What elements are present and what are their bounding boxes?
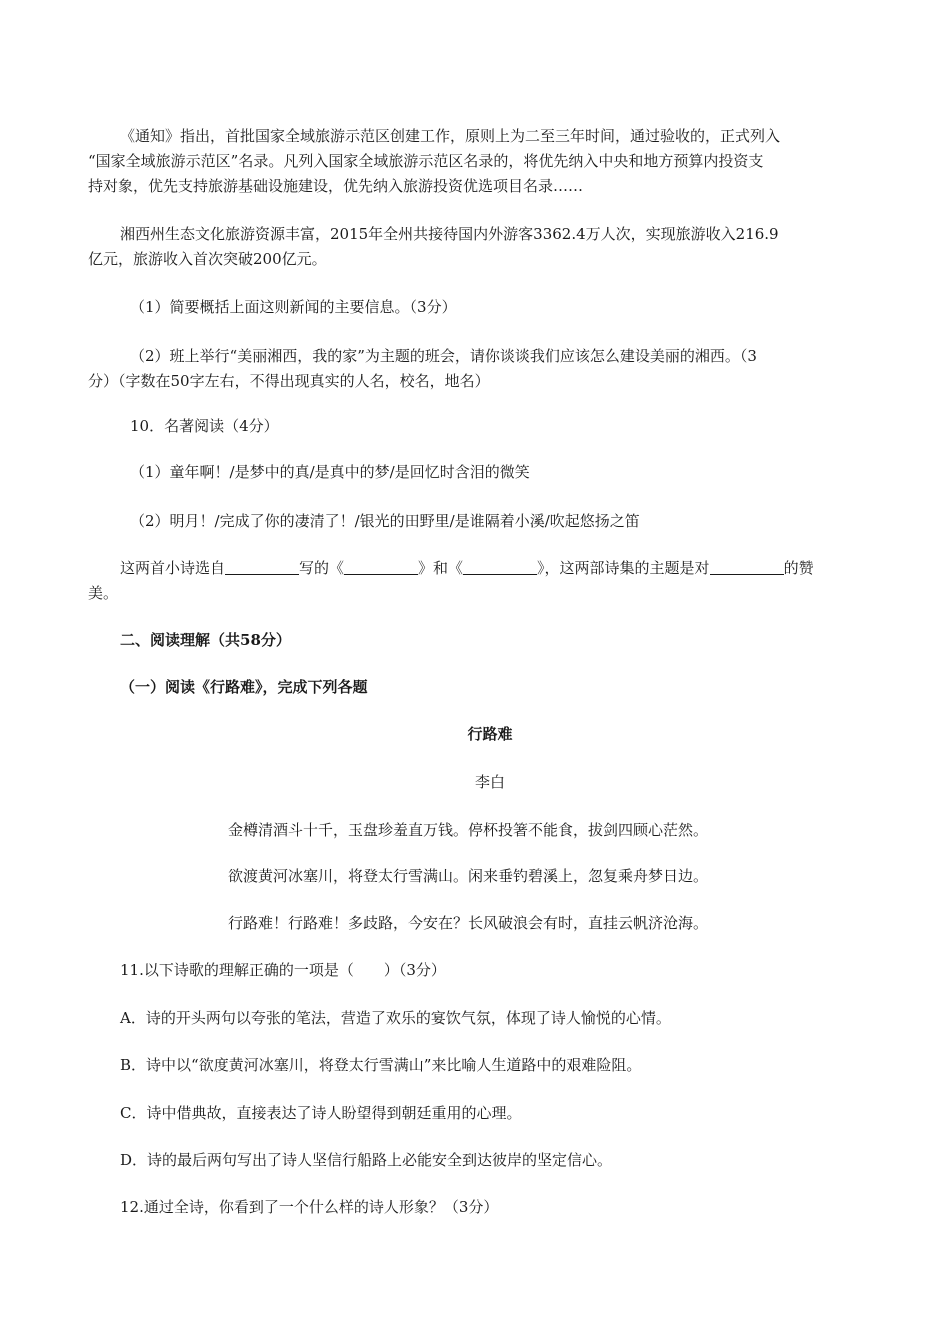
fill-text-e: 的赞 — [783, 559, 814, 577]
notice-line-3: 持对象，优先支持旅游基础设施建设，优先纳入旅游投资优选项目名录…… — [88, 177, 584, 195]
q10-poem-2: （2）明月！/完成了你的凄清了！/银光的田野里/是谁隔着小溪/吹起悠扬之笛 — [130, 512, 640, 530]
q11-option-d[interactable]: D．诗的最后两句写出了诗人坚信行船路上必能安全到达彼岸的坚定信心。 — [120, 1151, 613, 1169]
notice-line-1: 《通知》指出，首批国家全域旅游示范区创建工作，原则上为二至三年时间，通过验收的，正式列入 — [120, 127, 781, 145]
fill-text-c: 》和《 — [418, 559, 464, 577]
q10-fill-line — [120, 556, 868, 580]
q11-option-a[interactable]: A．诗的开头两句以夸张的笔法，营造了欢乐的宴饮气氛，体现了诗人愉悦的心情。 — [120, 1009, 671, 1027]
answer-blank-2[interactable] — [344, 558, 418, 575]
fill-text-b: 写的《 — [299, 559, 345, 577]
q9-sub2-line-2: 分）（字数在50字左右，不得出现真实的人名，校名，地名） — [88, 372, 490, 390]
fill-text-a: 这两首小诗选自 — [120, 559, 226, 577]
q11-option-c[interactable]: C．诗中借典故，直接表达了诗人盼望得到朝廷重用的心理。 — [120, 1104, 522, 1122]
poem-author: 李白 — [474, 773, 505, 791]
q10-fill-end: 美。 — [88, 584, 119, 602]
q10-title: 10．名著阅读（4分） — [130, 417, 279, 435]
notice-line-2: “国家全域旅游示范区”名录。凡列入国家全域旅游示范区名录的，将优先纳入中央和地方预算内投资支 — [88, 152, 764, 170]
q10-poem-1: （1）童年啊！/是梦中的真/是真中的梦/是回忆时含泪的微笑 — [130, 463, 530, 481]
q11-option-b[interactable]: B．诗中以“欲度黄河冰塞川，将登太行雪满山”来比喻人生道路中的艰难险阻。 — [120, 1056, 642, 1074]
poem-line-1: 金樽清酒斗十千，玉盘珍羞直万钱。停杯投箸不能食，拔剑四顾心茫然。 — [228, 821, 709, 839]
xiangxi-line-1: 湘西州生态文化旅游资源丰富，2015年全州共接待国内外游客3362.4万人次，实现旅游收入216.9 — [120, 225, 779, 243]
answer-blank-3[interactable] — [463, 558, 537, 575]
fill-text-d: 》，这两部诗集的主题是对 — [537, 559, 710, 577]
section-2-part-1: （一）阅读《行路难》，完成下列各题 — [120, 678, 368, 696]
poem-title: 行路难 — [467, 725, 513, 743]
poem-line-2: 欲渡黄河冰塞川，将登太行雪满山。闲来垂钓碧溪上，忽复乘舟梦日边。 — [228, 867, 709, 885]
xiangxi-line-2: 亿元，旅游收入首次突破200亿元。 — [88, 250, 327, 268]
q9-sub2-line-1: （2）班上举行“美丽湘西，我的家”为主题的班会，请你谈谈我们应该怎么建设美丽的湘西。（3 — [130, 347, 757, 365]
q12-stem: 12.通过全诗，你看到了一个什么样的诗人形象？（3分） — [120, 1198, 499, 1216]
q9-sub1: （1）简要概括上面这则新闻的主要信息。（3分） — [130, 298, 457, 316]
poem-line-3: 行路难！行路难！多歧路，今安在？长风破浪会有时，直挂云帆济沧海。 — [228, 914, 709, 932]
answer-blank-4[interactable] — [710, 558, 784, 575]
section-2-title: 二、阅读理解（共58分） — [120, 631, 291, 649]
answer-blank-1[interactable] — [225, 558, 299, 575]
q11-stem: 11.以下诗歌的理解正确的一项是（ ）（3分） — [120, 961, 446, 979]
